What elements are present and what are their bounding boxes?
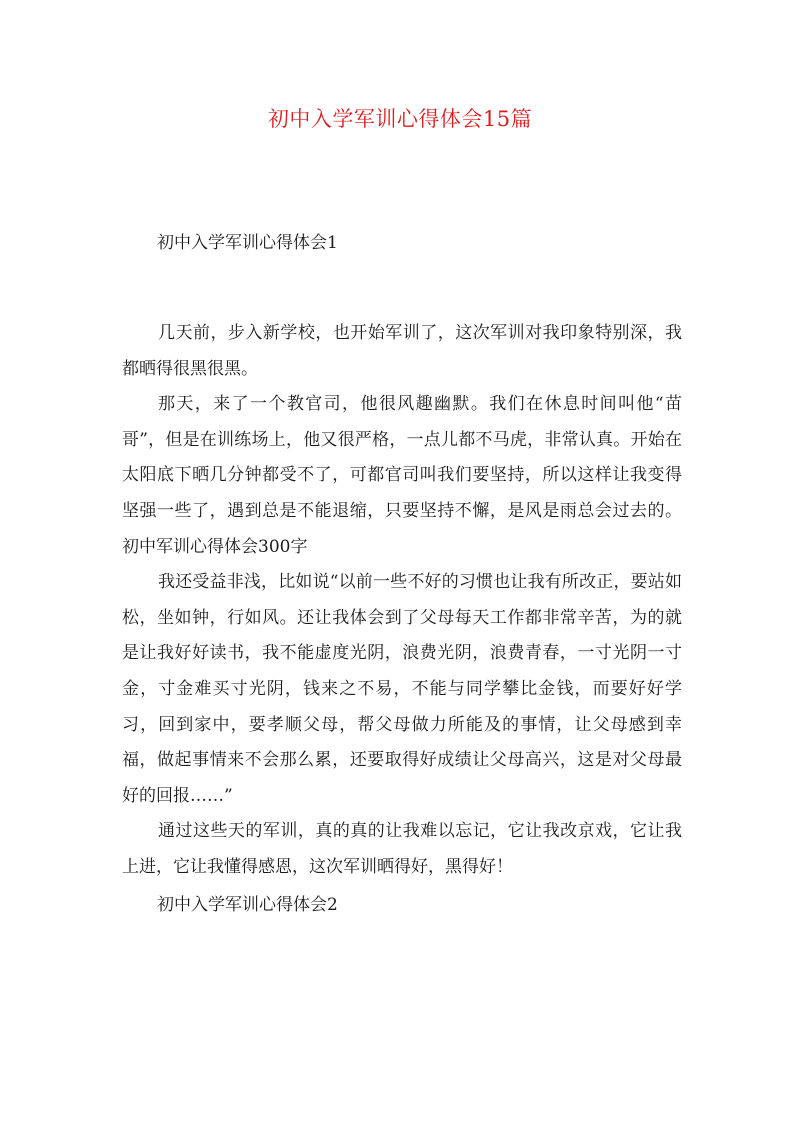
section-heading-2: 初中入学军训心得体会2 bbox=[157, 894, 338, 915]
document-title: 初中入学军训心得体会15篇 bbox=[267, 107, 533, 131]
paragraph-2: 那天，来了一个教官司，他很风趣幽默。我们在休息时间叫他“苗哥”，但是在训练场上，他又很严格，一点儿都不马虎，非常认真。开始在太阳底下晒几分钟都受不了，可都官司叫我们要坚持，所以这样让我变得坚强一些了，遇到总是不能退缩，只要坚持不懈，是风是雨总会过去的。初中军训心得体会300字 bbox=[122, 394, 682, 557]
document-body bbox=[122, 224, 682, 924]
paragraph-4: 通过这些天的军训，真的真的让我难以忘记，它让我改京戏，它让我上进，它让我懂得感恩，这次军训晒得好，黑得好！ bbox=[122, 821, 682, 877]
paragraph-3: 我还受益非浅，比如说“以前一些不好的习惯也让我有所改正，要站如松，坐如钟，行如风。还让我体会到了父母每天工作都非常辛苦，为的就是让我好好读书，我不能虚度光阴，浪费光阴，浪费青春，一寸光阴一寸金，寸金难买寸光阴，钱来之不易，不能与同学攀比金钱，而要好好学习，回到家中，要孝顺父母，帮父母做力所能及的事情，让父母感到幸福，做起事情来不会那么累，还要取得好成绩让父母高兴，这是对父母最好的回报……” bbox=[122, 572, 682, 806]
section-heading-1: 初中入学军训心得体会1 bbox=[157, 233, 338, 253]
paragraph-1: 几天前，步入新学校，也开始军训了，这次军训对我印象特别深，我都晒得很黑很黑。 bbox=[122, 323, 682, 379]
